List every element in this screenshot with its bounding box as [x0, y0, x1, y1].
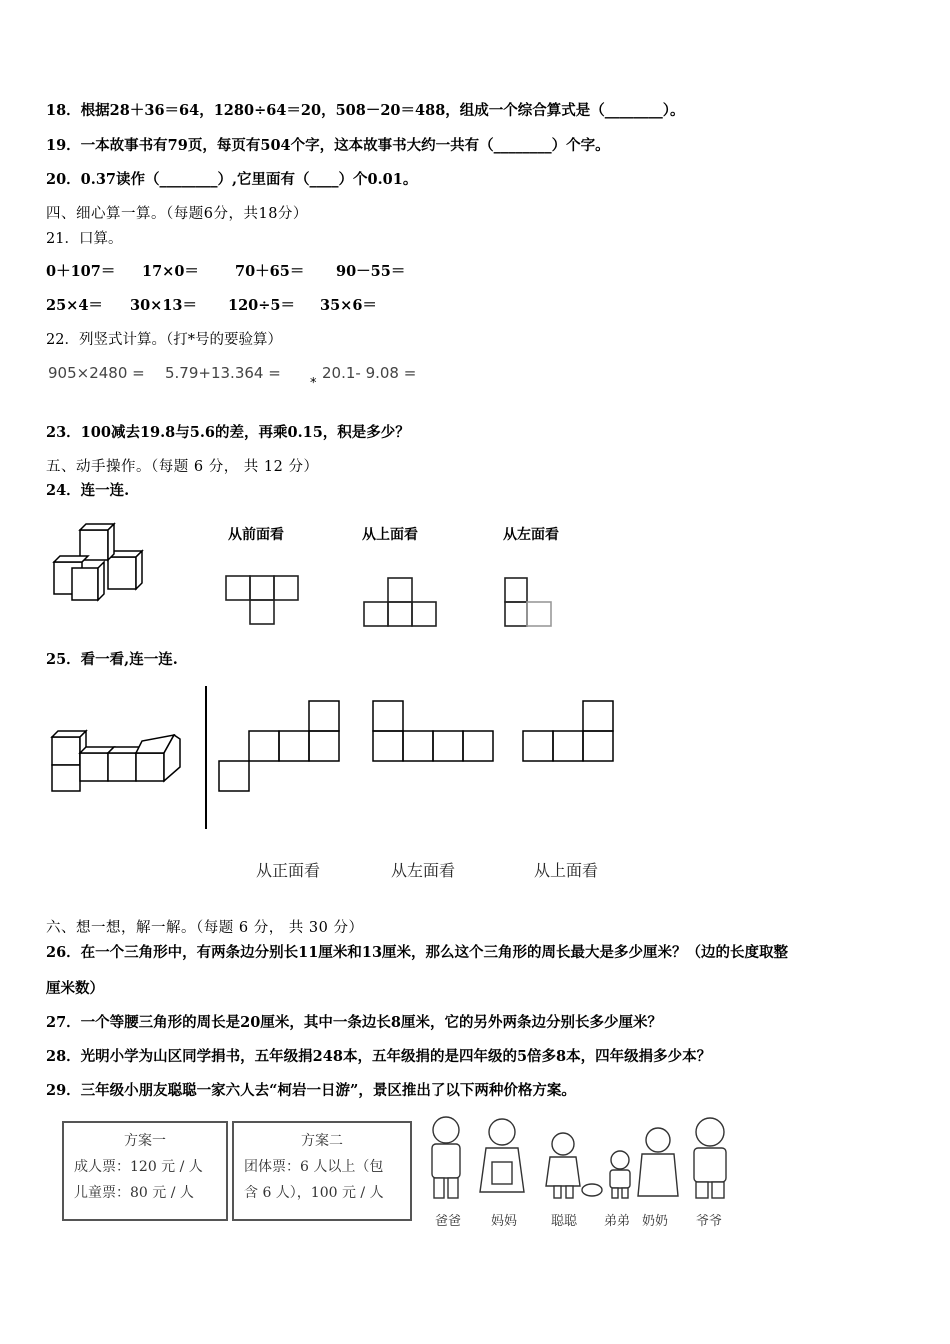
question-23: 23．100减去19.8与5.6的差，再乘0.15，积是多少？ — [46, 424, 410, 441]
family-name-congcong: 聪聪 — [551, 1214, 578, 1229]
question-22: 22．列竖式计算。（打*号的要验算） — [46, 332, 282, 348]
question-20: 20．0.37读作（________）,它里面有（____）个0.01。 — [46, 171, 418, 188]
q24-view-c — [503, 576, 555, 628]
family-name-dad: 爸爸 — [435, 1214, 462, 1229]
grandma-figure — [646, 1128, 670, 1152]
oral-item: 120÷5＝ — [228, 297, 296, 314]
q25-label-front: 从正面看 — [256, 861, 321, 880]
family-name-grandpa: 爷爷 — [696, 1214, 723, 1229]
plan-two-line2: 含 6 人），100 元 / 人 — [244, 1185, 384, 1201]
q24-cube-figure — [48, 520, 148, 605]
view-label-top: 从上面看 — [362, 527, 418, 543]
verify-star: * — [310, 376, 317, 391]
vertical-calc-3: 20.1- 9.08 = — [322, 364, 417, 382]
family-name-brother: 弟弟 — [604, 1214, 631, 1229]
plan-one-box — [62, 1121, 228, 1221]
plan-two-line1: 团体票：6 人以上（包 — [244, 1159, 384, 1175]
family-name-grandma: 奶奶 — [642, 1214, 669, 1229]
question-19: 19．一本故事书有79页，每页有504个字，这本故事书大约一共有（________）个字。 — [46, 137, 610, 154]
q25-cube-figure — [50, 725, 185, 795]
oral-item: 70＋65＝ — [235, 263, 305, 280]
oral-item: 90－55＝ — [336, 263, 406, 280]
question-26-line1: 26．在一个三角形中，有两条边分别长11厘米和13厘米，那么这个三角形的周长最大是多少厘米？（边的长度取整 — [46, 944, 789, 961]
divider-line — [205, 686, 207, 829]
q25-label-left: 从左面看 — [391, 861, 456, 880]
plan-two-title: 方案二 — [301, 1133, 343, 1149]
vertical-calc-1: 905×2480 = — [48, 364, 145, 382]
oral-item: 0＋107＝ — [46, 263, 116, 280]
q25-view-c — [522, 700, 615, 763]
section-6-heading: 六、想一想，解一解。（每题 6 分， 共 30 分） — [46, 920, 364, 936]
question-26-line2: 厘米数） — [46, 980, 104, 997]
oral-item: 30×13＝ — [130, 297, 198, 314]
q24-view-a — [224, 574, 300, 626]
section-4-heading: 四、细心算一算。（每题6分，共18分） — [46, 206, 308, 222]
oral-item: 35×6＝ — [320, 297, 377, 314]
question-21: 21．口算。 — [46, 231, 123, 247]
question-24: 24．连一连. — [46, 482, 130, 499]
brother-figure — [611, 1151, 629, 1169]
oral-item: 17×0＝ — [142, 263, 199, 280]
grandpa-figure — [696, 1118, 724, 1146]
plan-one-child: 儿童票：80 元 / 人 — [74, 1185, 194, 1201]
question-18: 18．根据28＋36＝64，1280÷64＝20，508－20＝488，组成一个综合算式是（________）。 — [46, 102, 685, 119]
plan-one-adult: 成人票：120 元 / 人 — [74, 1159, 203, 1175]
family-illustration — [420, 1112, 750, 1204]
plan-one-title: 方案一 — [124, 1133, 166, 1149]
q24-view-b — [362, 576, 440, 628]
q25-view-a — [218, 700, 340, 792]
question-27: 27．一个等腰三角形的周长是20厘米，其中一条边长8厘米，它的另外两条边分别长多少厘米？ — [46, 1014, 662, 1031]
mom-figure — [489, 1119, 515, 1145]
question-25: 25．看一看,连一连. — [46, 651, 178, 668]
family-name-mom: 妈妈 — [491, 1214, 518, 1229]
dad-figure — [433, 1117, 459, 1143]
oral-item: 25×4＝ — [46, 297, 103, 314]
q25-view-b — [372, 700, 496, 763]
view-label-front: 从前面看 — [228, 527, 284, 543]
question-28: 28．光明小学为山区同学捐书，五年级捐248本，五年级捐的是四年级的5倍多8本，四年级捐多少本？ — [46, 1048, 712, 1065]
plan-two-box — [232, 1121, 412, 1221]
question-29: 29．三年级小朋友聪聪一家六人去“柯岩一日游”，景区推出了以下两种价格方案。 — [46, 1082, 576, 1099]
congcong-figure — [552, 1133, 574, 1155]
section-5-heading: 五、动手操作。（每题 6 分， 共 12 分） — [46, 459, 319, 475]
view-label-left: 从左面看 — [503, 527, 559, 543]
q25-label-top: 从上面看 — [534, 861, 599, 880]
vertical-calc-2: 5.79+13.364 = — [165, 364, 281, 382]
